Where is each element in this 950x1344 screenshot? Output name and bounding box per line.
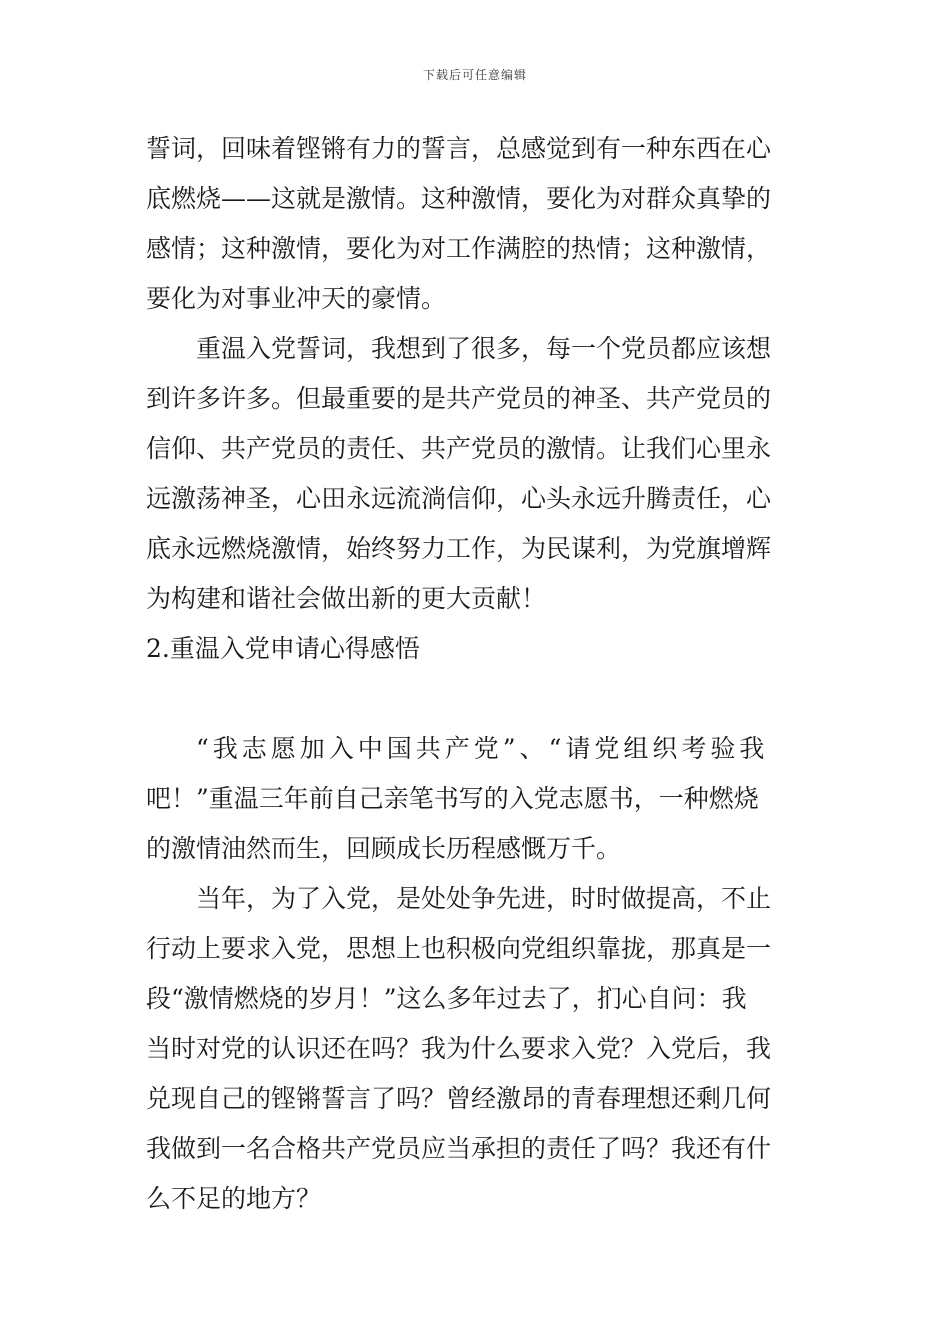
paragraph-line: 行动上要求入党，思想上也积极向党组织靠拢，那真是一	[146, 934, 772, 963]
paragraph-oath-passion	[146, 124, 808, 324]
document-body	[146, 124, 808, 1224]
paragraph-line: 为构建和谐社会做出新的更大贡献！	[146, 584, 547, 613]
paragraph-line: 么不足的地方？	[146, 1184, 322, 1213]
paragraph-line: 底燃烧——这就是激情。这种激情，要化为对群众真挚的	[146, 184, 772, 213]
paragraph-line: 重温入党誓词，我想到了很多，每一个党员都应该想	[196, 334, 772, 363]
paragraph-line: 当时对党的认识还在吗？我为什么要求入党？入党后，我	[146, 1034, 772, 1063]
paragraph-line: 感情；这种激情，要化为对工作满腔的热情；这种激情，	[146, 234, 772, 263]
paragraph-line: 当年，为了入党，是处处争先进，时时做提高，不止	[196, 884, 772, 913]
paragraph-line: 我做到一名合格共产党员应当承担的责任了吗？我还有什	[146, 1134, 772, 1163]
page-header: 下载后可任意编辑	[422, 68, 527, 82]
section-heading: 2.重温入党申请心得感悟	[146, 634, 420, 663]
paragraph-application	[146, 724, 808, 874]
paragraph-line: 远激荡神圣，心田永远流淌信仰，心头永远升腾责任，心	[146, 484, 772, 513]
paragraph-self-examination	[146, 874, 808, 1224]
paragraph-line: 的激情油然而生，回顾成长历程感慨万千。	[146, 834, 622, 863]
paragraph-reflection	[146, 324, 808, 624]
paragraph-line: 段“激情燃烧的岁月！”这么多年过去了，扪心自问：我	[146, 984, 747, 1013]
paragraph-line: 兑现自己的铿锵誓言了吗？曾经激昂的青春理想还剩几何	[146, 1084, 772, 1113]
blank-line	[146, 674, 808, 724]
paragraph-line: 信仰、共产党员的责任、共产党员的激情。让我们心里永	[146, 434, 772, 463]
paragraph-line: 到许多许多。但最重要的是共产党员的神圣、共产党员的	[146, 384, 772, 413]
paragraph-line: 誓词，回味着铿锵有力的誓言，总感觉到有一种东西在心	[146, 134, 772, 163]
paragraph-line: 要化为对事业冲天的豪情。	[146, 284, 447, 313]
paragraph-line: 吧！”重温三年前自己亲笔书写的入党志愿书，一种燃烧	[146, 784, 759, 813]
paragraph-line: 底永远燃烧激情，始终努力工作，为民谋利，为党旗增辉	[146, 534, 772, 563]
paragraph-line: “我志愿加入中国共产党”、“请党组织考验我	[196, 734, 769, 763]
